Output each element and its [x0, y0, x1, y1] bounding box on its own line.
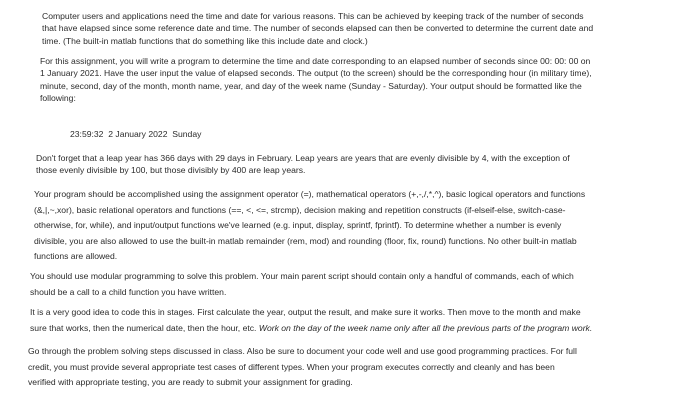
text-line: [30, 321, 690, 337]
leap-year-paragraph: [36, 152, 680, 177]
text-line: following:: [40, 93, 76, 104]
submission-paragraph: [28, 344, 688, 391]
text-line: Don't forget that a leap year has 366 days with 29 days in February. Leap years are years that are evenly divisible by 4, with the exception of: [36, 153, 570, 163]
text-line: that have elapsed since some reference date and time. The number of seconds elapsed can then be converted to determine the current date and: [42, 23, 594, 34]
text-line: divisible, you are also allowed to use the built-in matlab remainder (rem, mod) and rounding (floor, fix, round) functions. No other built-in matlab: [34, 235, 577, 246]
modular-programming-paragraph: [30, 269, 680, 300]
text-line: For this assignment, you will write a program to determine the time and date corresponding to an elapsed number of seconds since 00: 00: 00 on: [40, 56, 591, 66]
assignment-paragraph: [40, 55, 680, 105]
staging-paragraph: [30, 305, 690, 336]
text-line: credit, you must provide several appropriate test cases of different types. When your program executes correctly and cleanly and has been: [28, 361, 555, 372]
text-line: minute, second, day of the month, month name, year, and day of the week name (Sunday - Saturday). Your output should be formatted like the: [40, 80, 582, 91]
text-line: time. (The built-in matlab functions that do something like this include date and clock.): [42, 35, 368, 46]
italic-text-segment: Work on the day of the week name only after all the previous parts of the program work.: [258, 322, 593, 333]
text-line: otherwise, for, while), and input/output functions we've learned (e.g. input, display, sprintf, fprintf). To determine whether a number is evenly: [34, 220, 562, 231]
example-output: [70, 128, 370, 140]
text-line: (&,|,~,xor), basic relational operators and functions (==, <, <=, strcmp), decision making and repetition constructs (if-elseif-else, switch-case-: [34, 204, 566, 215]
text-line: You should use modular programming to solve this problem. Your main parent script should contain only a handful of commands, each of which: [30, 271, 574, 281]
text-line: 1 January 2021. Have the user input the value of elapsed seconds. The output (to the screen) should be the corresponding hour (in military time),: [40, 68, 592, 79]
text-segment: sure that works, then the numerical date, then the hour, etc.: [30, 322, 259, 333]
text-line: functions are allowed.: [34, 251, 118, 262]
example-output-text: 23:59:32 2 January 2022 Sunday: [70, 129, 202, 139]
intro-paragraph: [42, 10, 680, 47]
text-line: verified with appropriate testing, you are ready to submit your assignment for grading.: [28, 377, 353, 388]
text-line: should be a call to a child function you have written.: [30, 286, 227, 297]
text-line: Go through the problem solving steps discussed in class. Also be sure to document your code well and use good programming practices. For full: [28, 346, 577, 356]
text-line: Computer users and applications need the time and date for various reasons. This can be achieved by keeping track of the number of seconds: [42, 11, 584, 21]
text-line: Your program should be accomplished using the assignment operator (=), mathematical operators (+,-,/,*,^), basic logical operators and functions: [34, 189, 586, 199]
text-line: It is a very good idea to code this in stages. First calculate the year, output the result, and make sure it works. Then move to the month and make: [30, 307, 581, 317]
allowed-operators-paragraph: [34, 187, 680, 265]
text-line: those evenly divisible by 100, but those divisibly by 400 are leap years.: [36, 165, 306, 176]
